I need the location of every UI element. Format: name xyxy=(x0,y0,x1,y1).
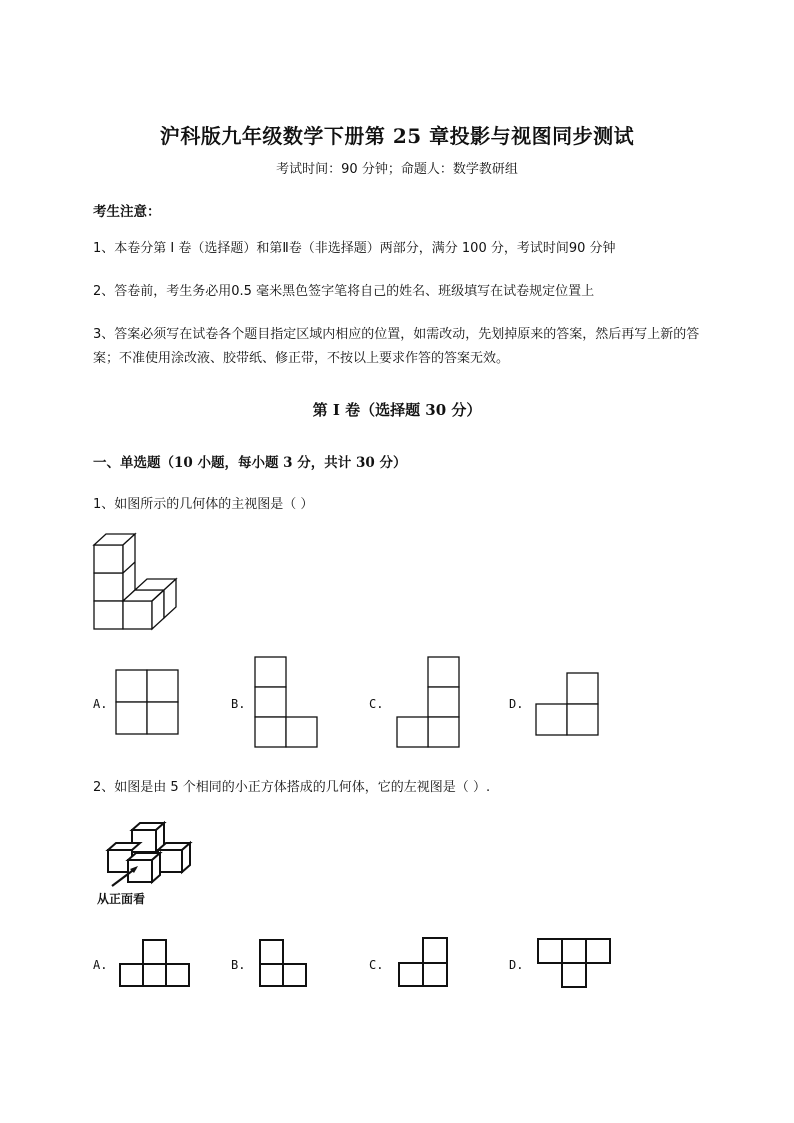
q2-option-d-figure[interactable] xyxy=(536,937,614,991)
notice-item-3: 3、答案必须写在试卷各个题目指定区域内相应的位置，如需改动，先划掉原来的答案，然后再写上新的答案；不准使用涂改液、胶带纸、修正带，不按以上要求作答的答案无效。 xyxy=(93,327,700,366)
notice-item-2: 2、答卷前，考生务必用0.5 毫米黑色签字笔将自己的姓名、班级填写在试卷规定位置上 xyxy=(93,284,595,299)
exam-info: 考试时间：90 分钟；命题人：数学教研组 xyxy=(276,162,518,177)
q2-option-b-label[interactable]: B. xyxy=(231,958,246,972)
figure-caption: 从正面看 xyxy=(97,892,146,906)
q1-option-c-figure[interactable] xyxy=(394,655,462,750)
q1-option-d-figure[interactable] xyxy=(533,671,601,737)
q1-option-b-label[interactable]: B. xyxy=(231,697,246,711)
q2-option-a-figure[interactable] xyxy=(118,938,192,990)
question-1-figure xyxy=(88,528,188,633)
q2-option-c-figure[interactable] xyxy=(396,936,450,990)
question-2-text: 2、如图是由 5 个相同的小正方体搭成的几何体，它的左视图是（ ）. xyxy=(93,780,491,795)
question-2-figure xyxy=(96,820,196,892)
q1-option-b-figure[interactable] xyxy=(252,655,320,750)
q1-option-a-label[interactable]: A. xyxy=(93,697,108,711)
q2-option-d-label[interactable]: D. xyxy=(509,958,524,972)
notice-heading: 考生注意： xyxy=(93,204,161,220)
q2-option-c-label[interactable]: C. xyxy=(369,958,384,972)
page-title: 沪科版九年级数学下册第 25 章投影与视图同步测试 xyxy=(159,124,635,148)
q2-option-b-figure[interactable] xyxy=(258,938,308,990)
part-title: 一、单选题（10 小题，每小题 3 分，共计 30 分） xyxy=(93,455,407,471)
notice-item-1: 1、本卷分第 I 卷（选择题）和第Ⅱ卷（非选择题）两部分，满分 100 分，考试时间90 分钟 xyxy=(93,241,616,256)
q1-option-d-label[interactable]: D. xyxy=(509,697,524,711)
q1-option-c-label[interactable]: C. xyxy=(369,697,384,711)
section-title: 第 I 卷（选择题 30 分） xyxy=(312,401,482,419)
q1-option-a-figure[interactable] xyxy=(113,668,181,736)
question-1-text: 1、如图所示的几何体的主视图是（ ） xyxy=(93,497,314,512)
q2-option-a-label[interactable]: A. xyxy=(93,958,108,972)
